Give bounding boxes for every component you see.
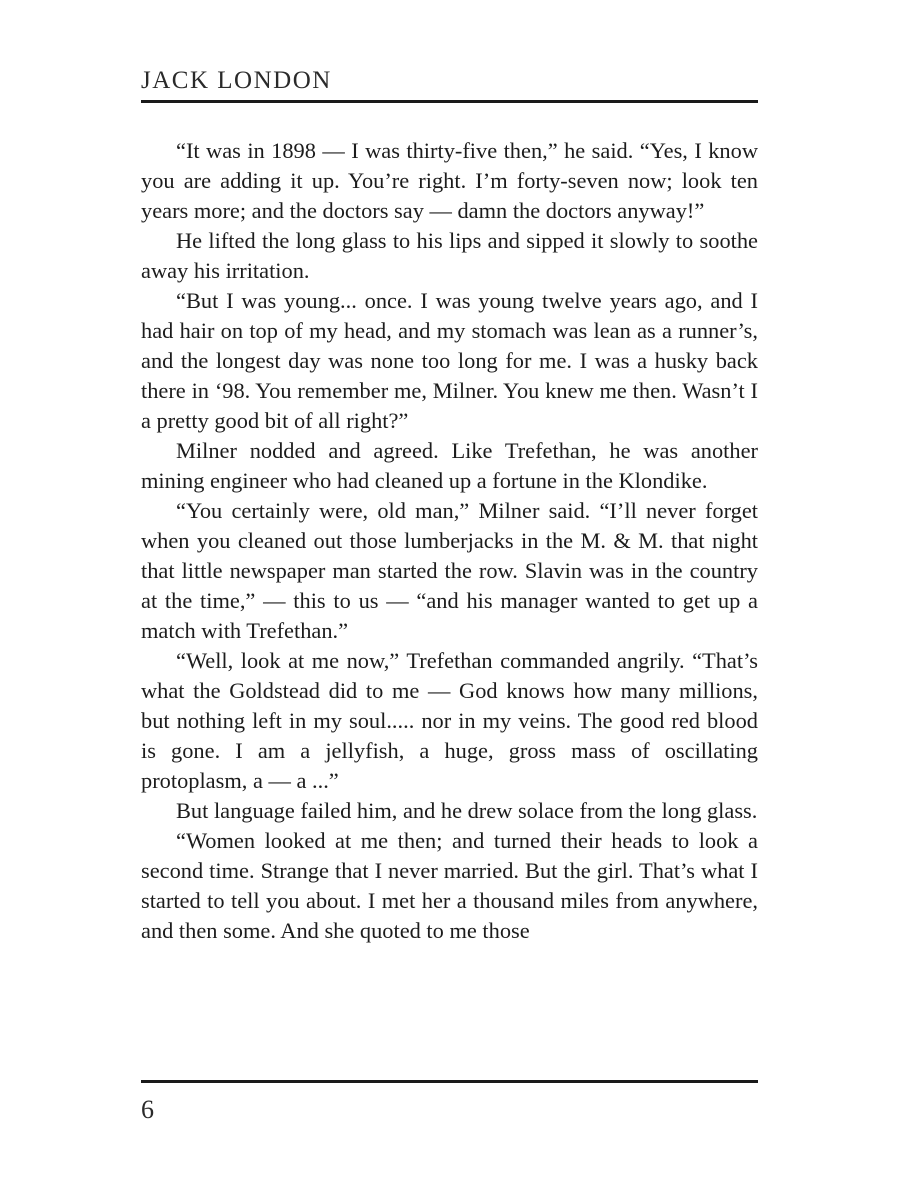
paragraph-8: “Women looked at me then; and turned their heads to look a second time. Strange that I never married. But the girl. That’s what I started to tell you about. I met her a thousand miles from anywhere, and then some. And she quoted to me those — [141, 828, 758, 943]
running-head: JACK LONDON — [141, 67, 332, 94]
header-rule — [141, 100, 758, 103]
paragraph-5: “You certainly were, old man,” Milner said. “I’ll never forget when you cleaned out those lumberjacks in the M. & M. that night that little newspaper man started the row. Slavin was in the country at the time,” — this to us — “and his manager wanted to get up a match with Trefethan.” — [141, 498, 758, 643]
paragraph-7: But language failed him, and he drew solace from the long glass. — [176, 798, 758, 823]
page-number: 6 — [141, 1095, 154, 1124]
paragraph-6: “Well, look at me now,” Trefethan commanded angrily. “That’s what the Goldstead did to me — God knows how many millions, but nothing left in my soul..... nor in my veins. The good red blood is gone. I am a jellyfish, a huge, gross mass of oscillating protoplasm, a — a ...” — [141, 648, 758, 793]
paragraph-1: “It was in 1898 — I was thirty-five then,” he said. “Yes, I know you are adding it up. You’re right. I’m forty-seven now; look ten years more; and the doctors say — damn the doctors anyway!” — [141, 138, 758, 223]
footer-rule — [141, 1080, 758, 1083]
paragraph-3: “But I was young... once. I was young twelve years ago, and I had hair on top of my head, and my stomach was lean as a runner’s, and the longest day was none too long for me. I was a husky back there in ‘98. You remember me, Milner. You knew me then. Wasn’t I a pretty good bit of all right?” — [141, 288, 758, 433]
paragraph-2: He lifted the long glass to his lips and sipped it slowly to soothe away his irritation. — [141, 228, 758, 283]
paragraph-4: Milner nodded and agreed. Like Trefethan, he was another mining engineer who had cleaned up a fortune in the Klondike. — [141, 438, 758, 493]
body-text — [141, 136, 758, 946]
